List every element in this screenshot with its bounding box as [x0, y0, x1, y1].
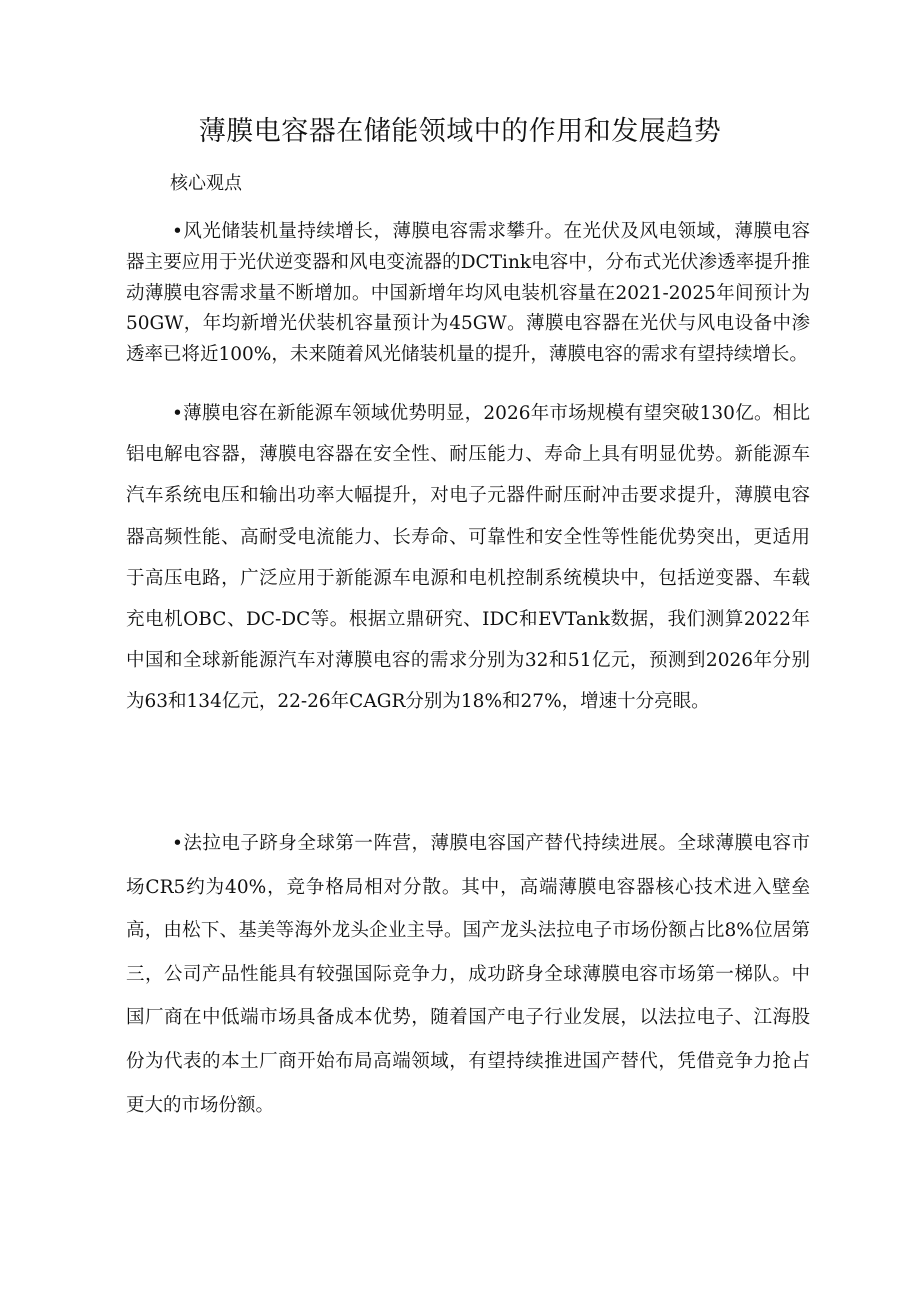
- paragraph-text: •薄膜电容在新能源车领域优势明显，2026年市场规模有望突破130亿。相比铝电解电容器，薄膜电容器在安全性、耐压能力、寿命上具有明显优势。新能源车汽车系统电压和输出功率大幅提升，对电子元器件耐压耐冲击要求提升，薄膜电容器高频性能、高耐受电流能力、长寿命、可靠性和安全性等性能优势突出，更适用于高压电路，广泛应用于新能源车电源和电机控制系统模块中，包括逆变器、车载充电机OBC、DC-DC等。根据立鼎研究、IDC和EVTank数据，我们测算2022年中国和全球新能源汽车对薄膜电容的需求分别为32和51亿元，预测到2026年分别为63和134亿元，22-26年CAGR分别为18%和27%，增速十分亮眼。: [126, 403, 810, 713]
- document-title: 薄膜电容器在储能领域中的作用和发展趋势: [198, 116, 722, 147]
- paragraph-text: •风光储装机量持续增长，薄膜电容需求攀升。在光伏及风电领域，薄膜电容器主要应用于光伏逆变器和风电变流器的DCTink电容中，分布式光伏渗透率提升推动薄膜电容需求量不断增加。中国新增年均风电装机容量在2021-2025年间预计为50GW，年均新增光伏装机容量预计为45GW。薄膜电容器在光伏与风电设备中渗透率已将近100%，未来随着风光储装机量的提升，薄膜电容的需求有望持续增长。: [126, 221, 810, 366]
- paragraph-text: •法拉电子跻身全球第一阵营，薄膜电容国产替代持续进展。全球薄膜电容市场CR5约为40%，竞争格局相对分散。其中，高端薄膜电容器核心技术进入壁垒高，由松下、基美等海外龙头企业主导。国产龙头法拉电子市场份额占比8%位居第三，公司产品性能具有较强国际竞争力，成功跻身全球薄膜电容市场第一梯队。中国厂商在中低端市场具备成本优势，随着国产电子行业发展，以法拉电子、江海股份为代表的本土厂商开始布局高端领域，有望持续推进国产替代，凭借竞争力抢占更大的市场份额。: [126, 833, 810, 1116]
- paragraph-new-energy-vehicles: [126, 393, 810, 723]
- paragraph-domestic-substitution: [126, 822, 810, 1127]
- paragraph-wind-solar-storage: [126, 217, 810, 371]
- section-heading-core-views: 核心观点: [170, 173, 242, 194]
